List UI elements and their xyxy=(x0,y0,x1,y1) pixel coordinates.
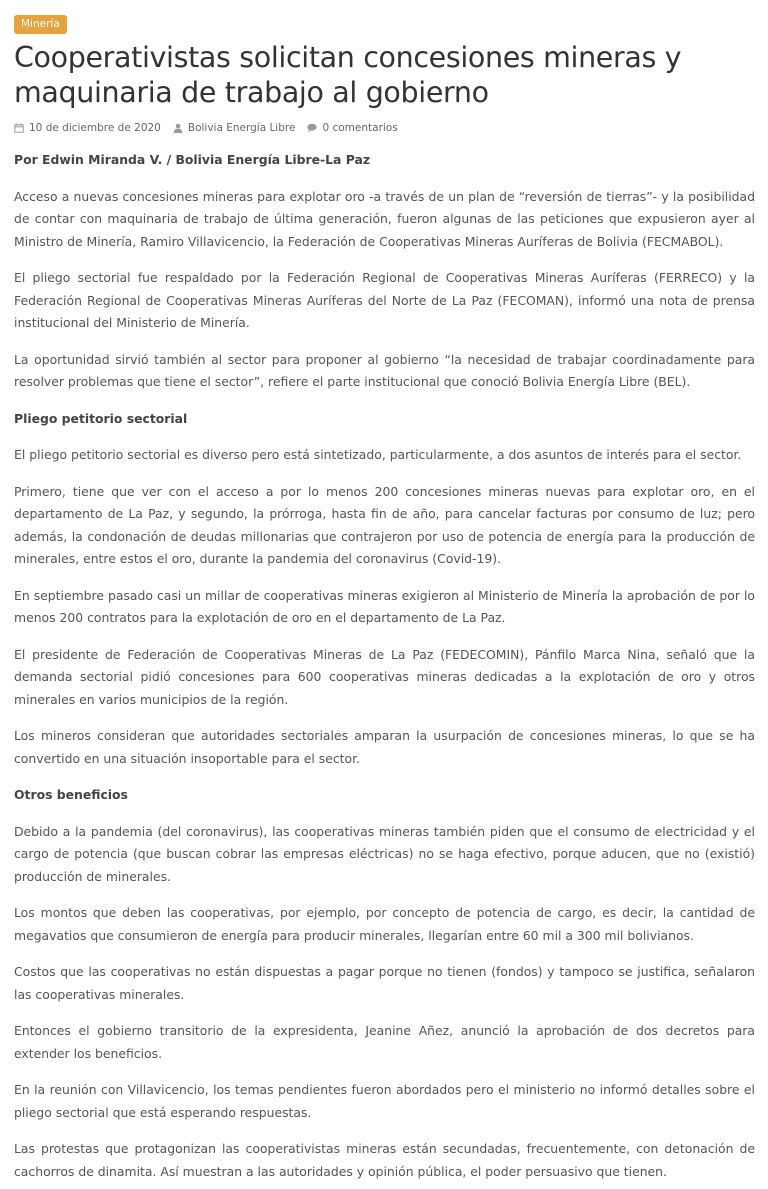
calendar-icon xyxy=(14,123,24,133)
paragraph: Acceso a nuevas concesiones mineras para explotar oro -a través de un plan de “reversión de tierras”- y la posibilidad de contar con maquinaria de trabajo de última generación, fueron algunas de las peticiones que expusieron ayer al Ministro de Minería, Ramiro Villavicencio, la Federación de Cooperativas Mineras Auríferas de Bolivia (FECMABOL). xyxy=(14,188,755,249)
subheading-beneficios: Otros beneficios xyxy=(14,787,128,802)
meta-author[interactable] xyxy=(173,121,296,135)
paragraph: Entonces el gobierno transitorio de la expresidenta, Jeanine Añez, anunció la aprobación de dos decretos para extender los beneficios. xyxy=(14,1023,755,1061)
article-title: Cooperativistas solicitan concesiones mineras y maquinaria de trabajo al gobierno xyxy=(14,41,682,109)
meta-author-link[interactable]: Bolivia Energía Libre xyxy=(187,122,296,134)
paragraph: Las protestas que protagonizan las cooperativistas mineras están secundadas, frecuentemente, con detonación de cachorros de dinamita. Así muestran a las autoridades y opinión pública, el poder persuasivo que tienen. xyxy=(14,1141,755,1179)
paragraph: Primero, tiene que ver con el acceso a por lo menos 200 concesiones mineras nuevas para explotar oro, en el departamento de La Paz, y segundo, la prórroga, hasta fin de año, para cancelar facturas por consumo de luz; pero además, la condonación de deudas millonarias que contrajeron por uso de potencia de energía para la producción de minerales, entre estos el oro, durante la pandemia del coronavirus (Covid-19). xyxy=(14,483,755,566)
paragraph: El presidente de Federación de Cooperativas Mineras de La Paz (FEDECOMIN), Pánfilo Marca Nina, señaló que la demanda sectorial pidió concesiones para 600 cooperativas mineras dedicadas a la explotación de oro y otros minerales en varios municipios de la región. xyxy=(14,646,755,707)
meta-comments[interactable] xyxy=(307,121,397,135)
paragraph: En septiembre pasado casi un millar de cooperativas mineras exigieron al Ministerio de Minería la aprobación de por lo menos 200 contratos para la explotación de oro en el departamento de La Paz. xyxy=(14,587,755,625)
subheading-pliego: Pliego petitorio sectorial xyxy=(14,410,188,426)
paragraph: El pliego sectorial fue respaldado por la Federación Regional de Cooperativas Mineras Auríferas (FERRECO) y la Federación Regional de Cooperativas Mineras Auríferas del Norte de La Paz (FECOMAN), informó una nota de prensa institucional del Ministerio de Minería. xyxy=(14,270,755,330)
comment-icon xyxy=(307,123,317,133)
category-badge[interactable]: Minería xyxy=(14,15,67,34)
paragraph: Los montos que deben las cooperativas, por ejemplo, por concepto de potencia de cargo, es decir, la cantidad de megavatios que consumieron de energía para producir minerales, llegarían entre 60 mil a 300 mil bolivianos. xyxy=(14,905,755,943)
user-icon xyxy=(173,123,183,133)
article-meta xyxy=(14,121,755,135)
paragraph: El pliego petitorio sectorial es diverso pero está sintetizado, particularmente, a dos asuntos de interés para el sector. xyxy=(14,447,742,462)
paragraph: La oportunidad sirvió también al sector para proponer al gobierno “la necesidad de trabajar coordinadamente para resolver problemas que tiene el sector”, refiere el parte institucional que conoció Bolivia Energía Libre (BEL). xyxy=(14,351,755,389)
meta-date-link[interactable]: 10 de diciembre de 2020 xyxy=(29,122,161,134)
paragraph: En la reunión con Villavicencio, los temas pendientes fueron abordados pero el ministerio no informó detalles sobre el pliego sectorial que está esperando respuestas. xyxy=(14,1082,755,1120)
article-content xyxy=(14,149,755,1183)
paragraph: Debido a la pandemia (del coronavirus), las cooperativas mineras también piden que el consumo de electricidad y el cargo de potencia (que buscan cobrar las empresas eléctricas) no se haga efectivo, porque aducen, que no (existió) producción de minerales. xyxy=(14,823,755,884)
paragraph: Los mineros consideran que autoridades sectoriales amparan la usurpación de concesiones mineras, lo que se ha convertido en una situación insoportable para el sector. xyxy=(14,728,755,766)
byline: Por Edwin Miranda V. / Bolivia Energía Libre-La Paz xyxy=(14,152,371,167)
paragraph: Costos que las cooperativas no están dispuestas a pagar porque no tienen (fondos) y tampoco se justifica, señalaron las cooperativas minerales. xyxy=(14,964,755,1002)
meta-date[interactable] xyxy=(14,121,161,135)
meta-comments-link[interactable]: 0 comentarios xyxy=(322,122,398,134)
